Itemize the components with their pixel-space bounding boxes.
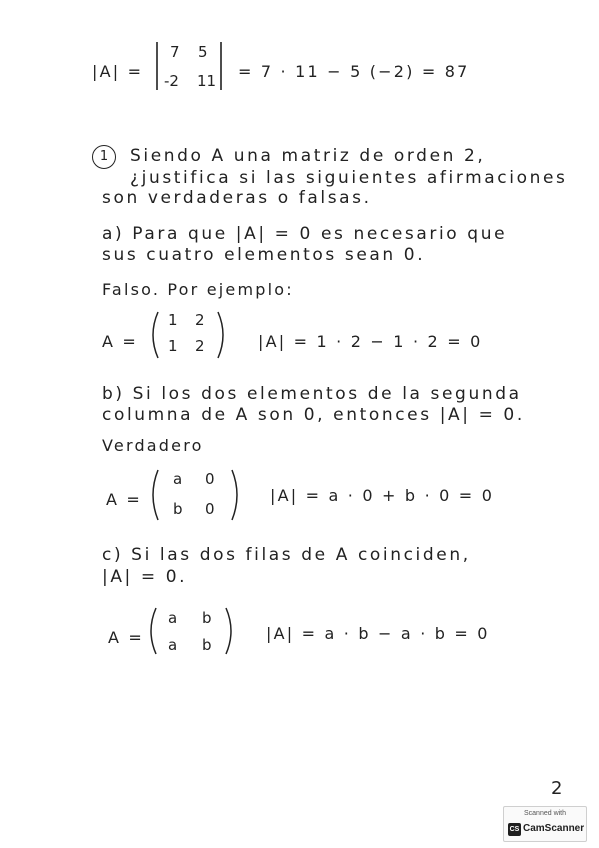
part-c-m21: a — [168, 636, 178, 654]
part-b-m21: b — [173, 500, 183, 518]
part-b-answer: Verdadero — [102, 436, 204, 455]
page-number: 2 — [551, 778, 563, 799]
header-m11: 7 — [170, 43, 180, 61]
camscanner-logo-icon: CS — [508, 823, 521, 836]
part-b-line-1: b) Si los dos elementos de la segunda — [102, 384, 522, 404]
part-a-m11: 1 — [168, 311, 178, 329]
part-a-m22: 2 — [195, 337, 205, 355]
camscanner-watermark — [503, 806, 587, 842]
part-c-result: |A| = a · b − a · b = 0 — [266, 624, 490, 643]
part-b-m12: 0 — [205, 470, 215, 488]
intro-line-3: son verdaderas o falsas. — [102, 188, 372, 208]
part-b-m11: a — [173, 470, 183, 488]
part-a-line-2: sus cuatro elementos sean 0. — [102, 245, 426, 265]
part-a-answer: Falso. Por ejemplo: — [102, 280, 294, 299]
part-c-m22: b — [202, 636, 212, 654]
part-c-m11: a — [168, 609, 178, 627]
intro-line-2: ¿justifica si las siguientes afirmaciones — [130, 168, 568, 188]
part-c-line-2: |A| = 0. — [102, 567, 188, 587]
part-b-matrix-label: A = — [106, 490, 143, 509]
header-m21: -2 — [164, 72, 179, 90]
header-formula-rhs: = 7 · 11 − 5 (−2) = 87 — [238, 62, 470, 81]
part-b-m22: 0 — [205, 500, 215, 518]
part-b-line-2: columna de A son 0, entonces |A| = 0. — [102, 405, 525, 425]
part-a-result: |A| = 1 · 2 − 1 · 2 = 0 — [258, 332, 483, 351]
part-b-result: |A| = a · 0 + b · 0 = 0 — [270, 486, 495, 505]
header-m12: 5 — [198, 43, 208, 61]
camscanner-name: CamScanner — [523, 823, 585, 834]
part-a-line-1: a) Para que |A| = 0 es necesario que — [102, 224, 508, 244]
part-c-matrix-parens — [146, 606, 236, 656]
part-b-matrix-parens — [148, 468, 242, 522]
part-a-matrix-label: A = — [102, 332, 139, 351]
part-c-line-1: c) Si las dos filas de A coinciden, — [102, 545, 471, 565]
part-a-m21: 1 — [168, 337, 178, 355]
header-m22: 11 — [197, 72, 217, 90]
part-c-m12: b — [202, 609, 212, 627]
scanned-with-text: Scanned with — [523, 810, 567, 817]
part-c-matrix-label: A = — [108, 628, 145, 647]
part-a-matrix-parens — [148, 310, 228, 360]
header-formula-lhs: |A| = — [92, 62, 144, 81]
part-a-m12: 2 — [195, 311, 205, 329]
question-number-circle: 1 — [92, 145, 116, 169]
intro-line-1: Siendo A una matriz de orden 2, — [130, 146, 486, 166]
